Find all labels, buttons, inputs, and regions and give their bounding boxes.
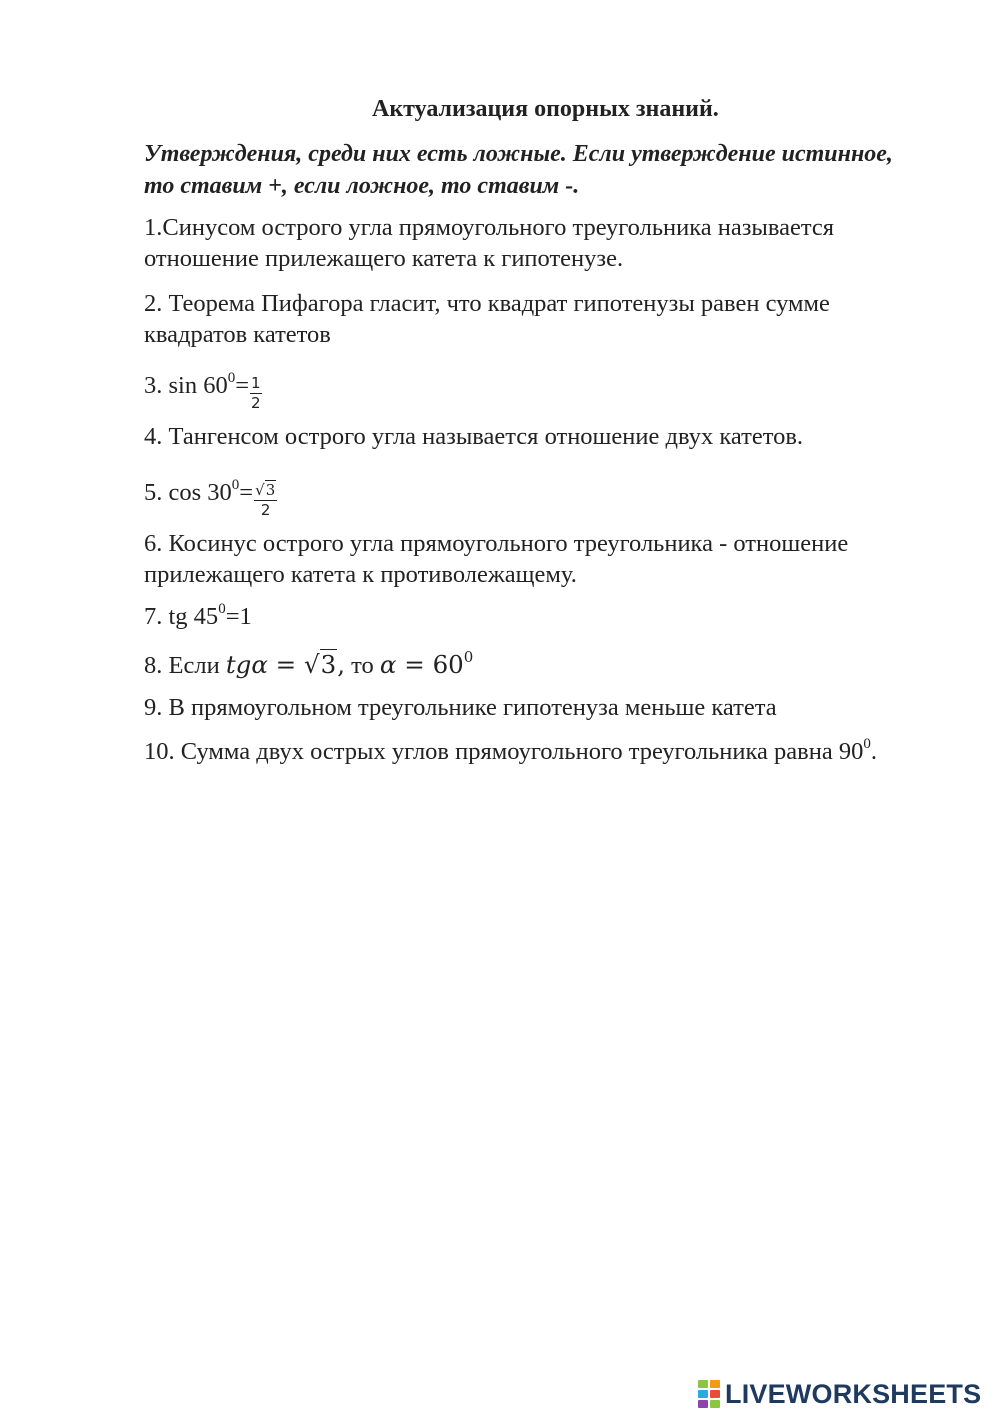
- equals-sign: =: [267, 650, 304, 679]
- logo-text: LIVEWORKSHEETS: [725, 1378, 982, 1409]
- fraction: [250, 375, 262, 412]
- logo-block-orange: [710, 1380, 720, 1388]
- logo-block-green: [698, 1380, 708, 1388]
- statement-8-prefix: 8. Если: [144, 652, 226, 679]
- sqrt-symbol: √: [255, 481, 265, 499]
- statement-7: [144, 601, 934, 632]
- liveworksheets-logo: [698, 1378, 981, 1410]
- statement-1: 1.Синусом острого угла прямоугольного треугольника называется отношение прилежащего катета к гипотенузе.: [144, 214, 835, 272]
- page-title: Актуализация опорных знаний.: [372, 96, 719, 122]
- fraction-numerator: 1: [251, 374, 261, 392]
- statement-10: [144, 736, 934, 767]
- angle-value: 60: [432, 650, 464, 679]
- instruction-text: Утверждения, среди них есть ложные. Если утверждение истинное, то ставим +, если ложное, то ставим -.: [144, 141, 893, 199]
- statement-4: 4. Тангенсом острого угла называется отношение двух катетов.: [144, 423, 804, 450]
- math-tg-alpha: tgα: [225, 650, 268, 679]
- degree-superscript: 0: [231, 476, 240, 493]
- logo-block-green-2: [710, 1400, 720, 1408]
- statement-7-suffix: =1: [225, 603, 252, 630]
- word-to: то: [345, 652, 380, 679]
- degree-superscript: 0: [227, 369, 236, 386]
- statement-8: [144, 649, 934, 681]
- degree-superscript: 0: [863, 735, 871, 752]
- comma: ,: [337, 650, 346, 679]
- degree-superscript: 0: [463, 647, 474, 666]
- equals-sign-2: =: [396, 650, 433, 679]
- statement-5-prefix: 5. cos 30: [144, 479, 232, 507]
- logo-block-blue: [698, 1390, 708, 1398]
- statement-6: 6. Косинус острого угла прямоугольного треугольника - отношение прилежащего катета к противолежащему.: [144, 530, 849, 588]
- statement-10-suffix: .: [870, 738, 877, 765]
- math-alpha: α: [379, 650, 397, 679]
- equals-sign: =: [239, 479, 254, 507]
- fraction-denominator: 2: [251, 394, 261, 412]
- statement-3-prefix: 3. sin 60: [144, 372, 228, 400]
- logo-block-red: [710, 1390, 720, 1398]
- sqrt-symbol: √: [304, 650, 320, 679]
- statement-3: [144, 369, 934, 412]
- equals-sign: =: [235, 372, 250, 400]
- logo-mark-icon: [698, 1380, 722, 1408]
- statement-5: [144, 476, 934, 519]
- statement-7-prefix: 7. tg 45: [144, 603, 219, 630]
- fraction: [254, 482, 277, 519]
- statement-10-prefix: 10. Сумма двух острых углов прямоугольного треугольника равна 90: [144, 738, 864, 765]
- sqrt-radicand: 3: [265, 481, 276, 499]
- logo-block-purple: [698, 1400, 708, 1408]
- fraction-numerator: [254, 482, 277, 501]
- fraction-denominator: 2: [260, 501, 271, 519]
- sqrt-radicand: 3: [320, 650, 337, 679]
- statement-2: 2. Теорема Пифагора гласит, что квадрат гипотенузы равен сумме квадратов катетов: [144, 290, 830, 348]
- statement-9: 9. В прямоугольном треугольнике гипотенуза меньше катета: [144, 694, 777, 721]
- degree-superscript: 0: [218, 600, 226, 617]
